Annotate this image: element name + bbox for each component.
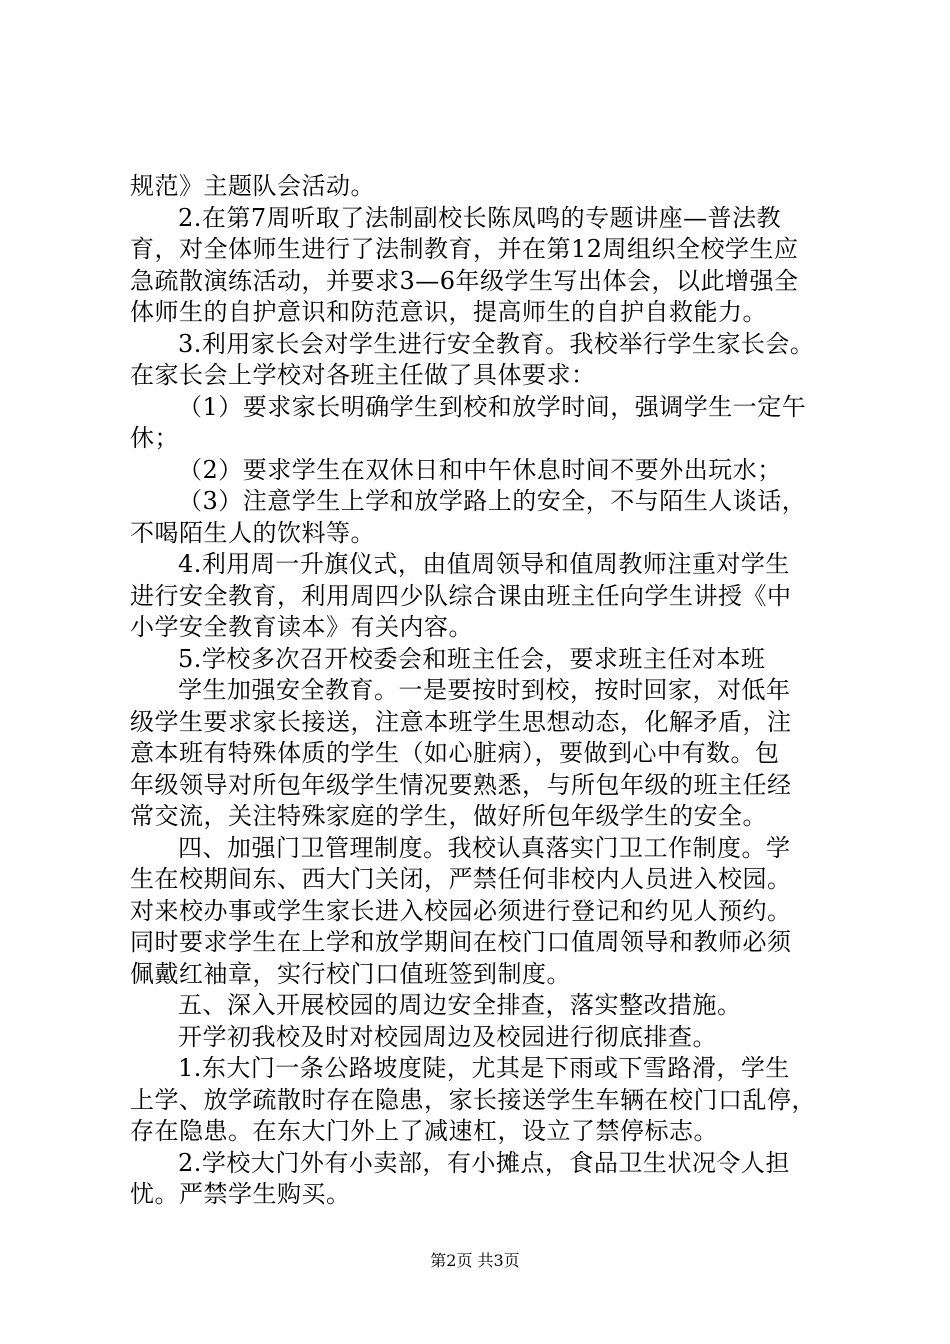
text-line: 5.学校多次召开校委会和班主任会，要求班主任对本班 — [178, 644, 766, 673]
text-line: 四、加强门卫管理制度。我校认真落实门卫工作制度。学 — [178, 833, 791, 862]
text-line: 开学初我校及时对校园周边及校园进行彻底排查。 — [178, 1022, 717, 1051]
text-line: 忧。严禁学生购买。 — [130, 1180, 351, 1208]
text-line: 休； — [130, 424, 179, 452]
text-line: （3）注意学生上学和放学路上的安全，不与陌生人谈话， — [178, 487, 807, 515]
text-line: 五、深入开展校园的周边安全排查，落实整改措施。 — [178, 991, 742, 1019]
text-line: 对来校办事或学生家长进入校园必须进行登记和约见人预约。 — [130, 896, 792, 925]
text-line: 2.在第7周听取了法制副校长陈凤鸣的专题讲座—普法教 — [178, 203, 782, 232]
text-line: 存在隐患。在东大门外上了减速杠，设立了禁停标志。 — [130, 1117, 718, 1145]
text-line: 常交流，关注特殊家庭的学生，做好所包年级学生的安全。 — [130, 802, 767, 830]
text-line: 意本班有特殊体质的学生（如心脏病），要做到心中有数。包 — [130, 739, 780, 767]
text-line: 规范》主题队会活动。 — [130, 172, 375, 200]
text-line: 体师生的自护意识和防范意识，提高师生的自护自救能力。 — [130, 298, 767, 326]
text-line: 上学、放学疏散时存在隐患，家长接送学生车辆在校门口乱停， — [130, 1085, 816, 1114]
text-line: 年级领导对所包年级学生情况要熟悉，与所包年级的班主任经 — [130, 770, 792, 799]
text-line: 在家长会上学校对各班主任做了具体要求： — [130, 361, 596, 389]
text-line: 学生加强安全教育。一是要按时到校，按时回家，对低年 — [178, 676, 791, 704]
text-line: 1.东大门一条公路坡度陡，尤其是下雨或下雪路滑，学生 — [178, 1054, 790, 1082]
text-line: 进行安全教育，利用周四少队综合课由班主任向学生讲授《中 — [130, 581, 792, 610]
text-line: 3.利用家长会对学生进行安全教育。我校举行学生家长会。 — [178, 329, 815, 358]
text-line: 2.学校大门外有小卖部，有小摊点，食品卫生状况令人担 — [178, 1148, 790, 1177]
page-footer: 第2页 共3页 — [430, 1250, 520, 1270]
text-line: 4.利用周一升旗仪式，由值周领导和值周教师注重对学生 — [178, 550, 790, 578]
text-line: 级学生要求家长接送，注意本班学生思想动态，化解矛盾，注 — [130, 707, 792, 736]
text-line: 生在校期间东、西大门关闭，严禁任何非校内人员进入校园。 — [130, 865, 792, 893]
text-line: 育，对全体师生进行了法制教育，并在第12周组织全校学生应 — [130, 235, 799, 263]
text-line: （1）要求家长明确学生到校和放学时间，强调学生一定午 — [178, 392, 807, 421]
text-line: 小学安全教育读本》有关内容。 — [130, 613, 473, 641]
text-line: 不喝陌生人的饮料等。 — [130, 518, 375, 547]
text-line: （2）要求学生在双休日和中午休息时间不要外出玩水； — [178, 455, 782, 484]
text-line: 急疏散演练活动，并要求3—6年级学生写出体会，以此增强全 — [130, 266, 799, 295]
text-line: 佩戴红袖章，实行校门口值班签到制度。 — [130, 959, 571, 988]
text-line: 同时要求学生在上学和放学期间在校门口值周领导和教师必须 — [130, 928, 792, 956]
